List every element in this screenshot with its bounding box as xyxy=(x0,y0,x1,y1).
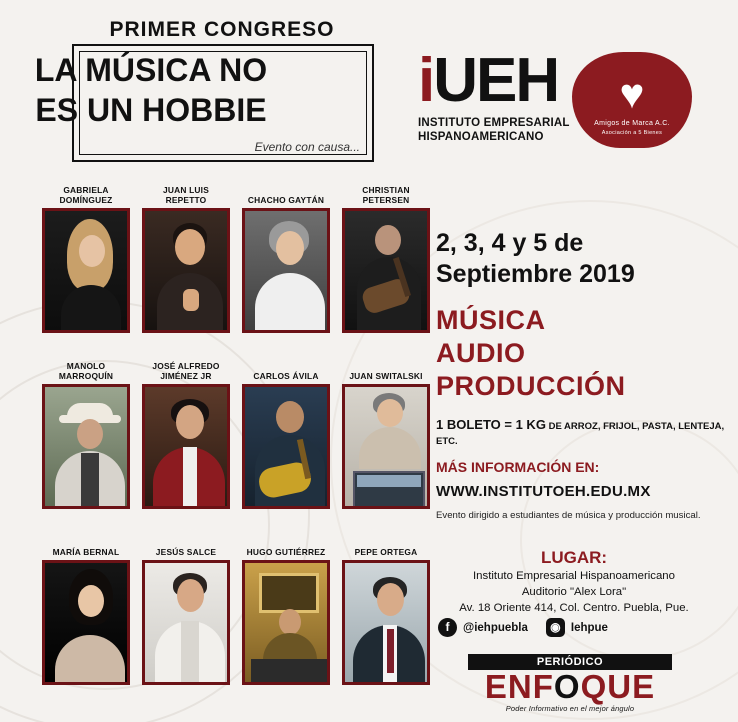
venue-title: LUGAR: xyxy=(540,548,608,567)
sponsor-logo xyxy=(468,654,672,713)
amigos-de-marca-logo xyxy=(572,52,692,162)
event-topic-produccion: PRODUCCIÓN xyxy=(436,371,626,401)
audience-note: Evento dirigido a estudiantes de música y producción musical. xyxy=(436,510,701,521)
artist-card[interactable] xyxy=(42,361,130,509)
title-line-1: LA MÚSICA NO xyxy=(34,52,268,88)
social-facebook[interactable] xyxy=(438,618,528,637)
artist-photo xyxy=(42,384,130,509)
venue-line-2: Auditorio "Alex Lora" xyxy=(521,586,627,598)
instagram-icon[interactable]: ◉ xyxy=(546,618,565,637)
facebook-handle: @iehpuebla xyxy=(463,621,528,634)
sponsor-kicker: PERIÓDICO xyxy=(468,654,672,670)
ticket-info-detail: DE ARROZ, FRIJOL, PASTA, LENTEJA, ETC. xyxy=(436,421,725,447)
artist-name: JUAN SWITALSKI xyxy=(349,371,423,381)
artist-row-1 xyxy=(42,185,432,364)
venue-line-3: Av. 18 Oriente 414, Col. Centro. Puebla, Pue. xyxy=(459,602,689,614)
artist-photo xyxy=(342,208,430,333)
facebook-icon[interactable]: f xyxy=(438,618,457,637)
amigos-logo-line-1: Amigos de Marca A.C. xyxy=(594,120,670,127)
website-link[interactable]: WWW.INSTITUTOEH.EDU.MX xyxy=(436,483,651,500)
poster-header xyxy=(0,0,738,182)
sponsor-tagline: Poder Informativo en el mejor ángulo xyxy=(505,704,635,713)
artist-name: PEPE ORTEGA xyxy=(354,547,418,557)
artist-name: JOSÉ ALFREDO JIMÉNEZ JR xyxy=(152,361,220,381)
sponsor-word-pre: ENF xyxy=(484,668,554,705)
artist-card[interactable] xyxy=(142,540,230,685)
artist-card[interactable] xyxy=(342,185,430,333)
social-instagram[interactable] xyxy=(546,618,608,637)
artist-name: JESÚS SALCE xyxy=(155,547,217,557)
artist-name: HUGO GUTIÉRREZ xyxy=(246,547,326,557)
artist-card[interactable] xyxy=(42,185,130,333)
artist-photo xyxy=(242,384,330,509)
event-dates-line-2: Septiembre 2019 xyxy=(436,260,635,288)
sponsor-word-o: O xyxy=(553,668,581,705)
artist-row-3 xyxy=(42,540,432,716)
artist-card[interactable] xyxy=(242,188,330,333)
artist-card[interactable] xyxy=(42,540,130,685)
artist-name: MARÍA BERNAL xyxy=(52,547,120,557)
ueh-subtitle-line-2: HISPANOAMERICANO xyxy=(418,131,544,143)
hands-heart-icon: ♥ xyxy=(619,70,645,117)
ticket-info xyxy=(436,417,726,447)
amigos-logo-line-2: Asociación a 5 Bienes xyxy=(601,130,663,136)
artist-photo xyxy=(42,208,130,333)
event-topic-audio: AUDIO xyxy=(436,338,526,368)
artist-photo xyxy=(142,560,230,685)
artist-card[interactable] xyxy=(342,364,430,509)
social-links xyxy=(438,618,708,637)
instagram-handle: Iehpue xyxy=(570,621,608,634)
event-topics xyxy=(436,304,726,403)
artist-name: JUAN LUIS REPETTO xyxy=(162,185,209,205)
title-subtitle: Evento con causa... xyxy=(254,140,360,154)
artist-card[interactable] xyxy=(242,364,330,509)
ueh-accent-letter: i xyxy=(418,46,434,115)
artist-name: CHACHO GAYTÁN xyxy=(247,195,325,205)
artist-photo xyxy=(42,560,130,685)
sponsor-wordmark xyxy=(468,670,672,704)
title-line-2: ES UN HOBBIE xyxy=(35,92,267,128)
artist-photo xyxy=(142,384,230,509)
artist-name: MANOLO MARROQUÍN xyxy=(58,361,114,381)
artist-name: CARLOS ÁVILA xyxy=(253,371,319,381)
ueh-subtitle-line-1: INSTITUTO EMPRESARIAL xyxy=(418,117,570,129)
artist-row-2 xyxy=(42,361,432,540)
ueh-subtitle xyxy=(418,116,578,144)
venue-block xyxy=(414,548,734,616)
ueh-wordmark xyxy=(418,46,578,115)
ueh-logo xyxy=(418,46,578,144)
artist-name: CHRISTIAN PETERSEN xyxy=(362,185,410,205)
artist-photo xyxy=(242,560,330,685)
sponsor-word-post: QUE xyxy=(580,668,656,705)
artist-photo xyxy=(242,208,330,333)
venue-line-1: Instituto Empresarial Hispanoamericano xyxy=(473,570,675,582)
artist-card[interactable] xyxy=(142,185,230,333)
artist-photo xyxy=(342,384,430,509)
header-kicker: PRIMER CONGRESO xyxy=(109,18,335,41)
ueh-rest-letters: UEH xyxy=(433,46,559,115)
artist-card[interactable] xyxy=(142,361,230,509)
event-dates xyxy=(436,228,726,290)
ticket-info-strong: 1 BOLETO = 1 KG xyxy=(436,417,546,432)
event-info-panel xyxy=(436,228,726,521)
artist-photo xyxy=(142,208,230,333)
event-topic-musica: MÚSICA xyxy=(436,305,546,335)
artist-card[interactable] xyxy=(242,540,330,685)
artist-grid xyxy=(42,185,432,716)
more-info-label: MÁS INFORMACIÓN EN: xyxy=(436,459,600,475)
event-dates-line-1: 2, 3, 4 y 5 de xyxy=(436,229,584,257)
artist-name: GABRIELA DOMÍNGUEZ xyxy=(59,185,113,205)
